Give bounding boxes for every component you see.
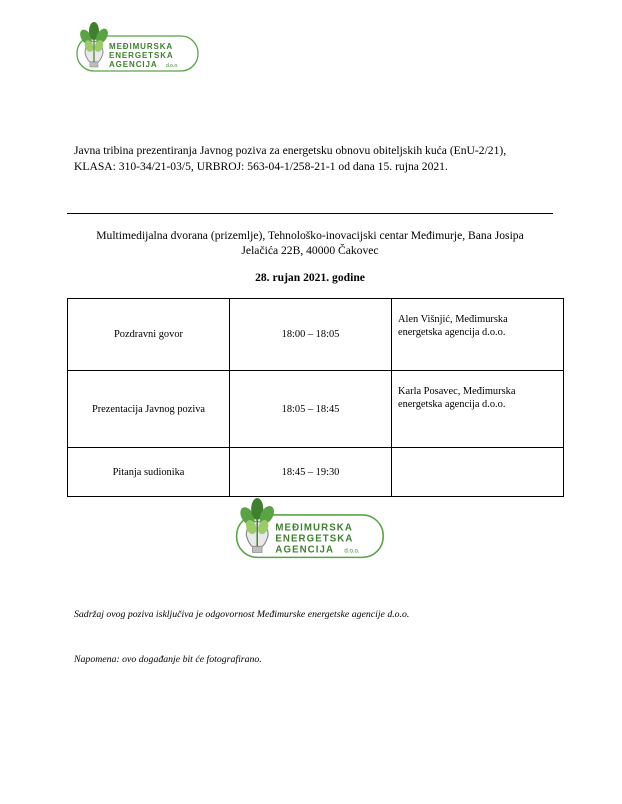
logo-text-line3: AGENCIJA: [109, 60, 158, 69]
speaker-line-1: Karla Posavec, Međimurska: [398, 386, 516, 397]
agenda-item: Pitanja sudionika: [68, 448, 230, 497]
venue-line-2: Jelačića 22B, 40000 Čakovec: [241, 244, 379, 257]
logo-text-line2: ENERGETSKA: [275, 533, 354, 545]
speaker-line-1: Alen Višnjić, Međimurska: [398, 314, 508, 325]
agenda-table: [67, 298, 564, 497]
section-divider: [67, 213, 553, 214]
event-date: 28. rujan 2021. godine: [255, 271, 365, 284]
venue-address: [67, 228, 553, 258]
table-row: [68, 448, 564, 497]
logo-text-line2: ENERGETSKA: [109, 51, 174, 60]
logo-text-suffix: d.o.o.: [166, 63, 179, 69]
logo-text-suffix: d.o.o.: [344, 548, 360, 555]
disclaimer-note: Sadržaj ovog poziva isključiva je odgovornost Međimurske energetske agencije d.o.o.: [74, 609, 410, 620]
table-row: [68, 371, 564, 448]
intro-line-1: Javna tribina prezentiranja Javnog poziva za energetsku obnovu obiteljskih kuća (EnU-2/21),: [74, 144, 507, 157]
photo-notice: Napomena: ovo događanje bit će fotografirano.: [74, 654, 262, 665]
speaker-line-2: energetska agencija d.o.o.: [398, 399, 506, 410]
venue-line-1: Multimedijalna dvorana (prizemlje), Tehnološko-inovacijski centar Međimurje, Bana Josipa: [96, 229, 524, 242]
agenda-time: 18:05 – 18:45: [230, 371, 392, 448]
logo-text-line3: AGENCIJA: [275, 544, 335, 556]
logo-text-line1: MEĐIMURSKA: [275, 522, 353, 534]
agenda-time: 18:00 – 18:05: [230, 299, 392, 371]
agenda-item: Prezentacija Javnog poziva: [68, 371, 230, 448]
mea-logo-top: [74, 22, 202, 74]
speaker-line-2: energetska agencija d.o.o.: [398, 327, 506, 338]
agenda-time: 18:45 – 19:30: [230, 448, 392, 497]
intro-line-2: KLASA: 310-34/21-03/5, URBROJ: 563-04-1/258-21-1 od dana 15. rujna 2021.: [74, 160, 448, 173]
agenda-speaker: [392, 371, 564, 448]
event-intro: [74, 143, 554, 175]
agenda-item: Pozdravni govor: [68, 299, 230, 371]
logo-text-line1: MEĐIMURSKA: [109, 42, 174, 51]
mea-logo-center: [233, 497, 388, 562]
agenda-speaker: [392, 299, 564, 371]
agenda-speaker: [392, 448, 564, 497]
table-row: [68, 299, 564, 371]
